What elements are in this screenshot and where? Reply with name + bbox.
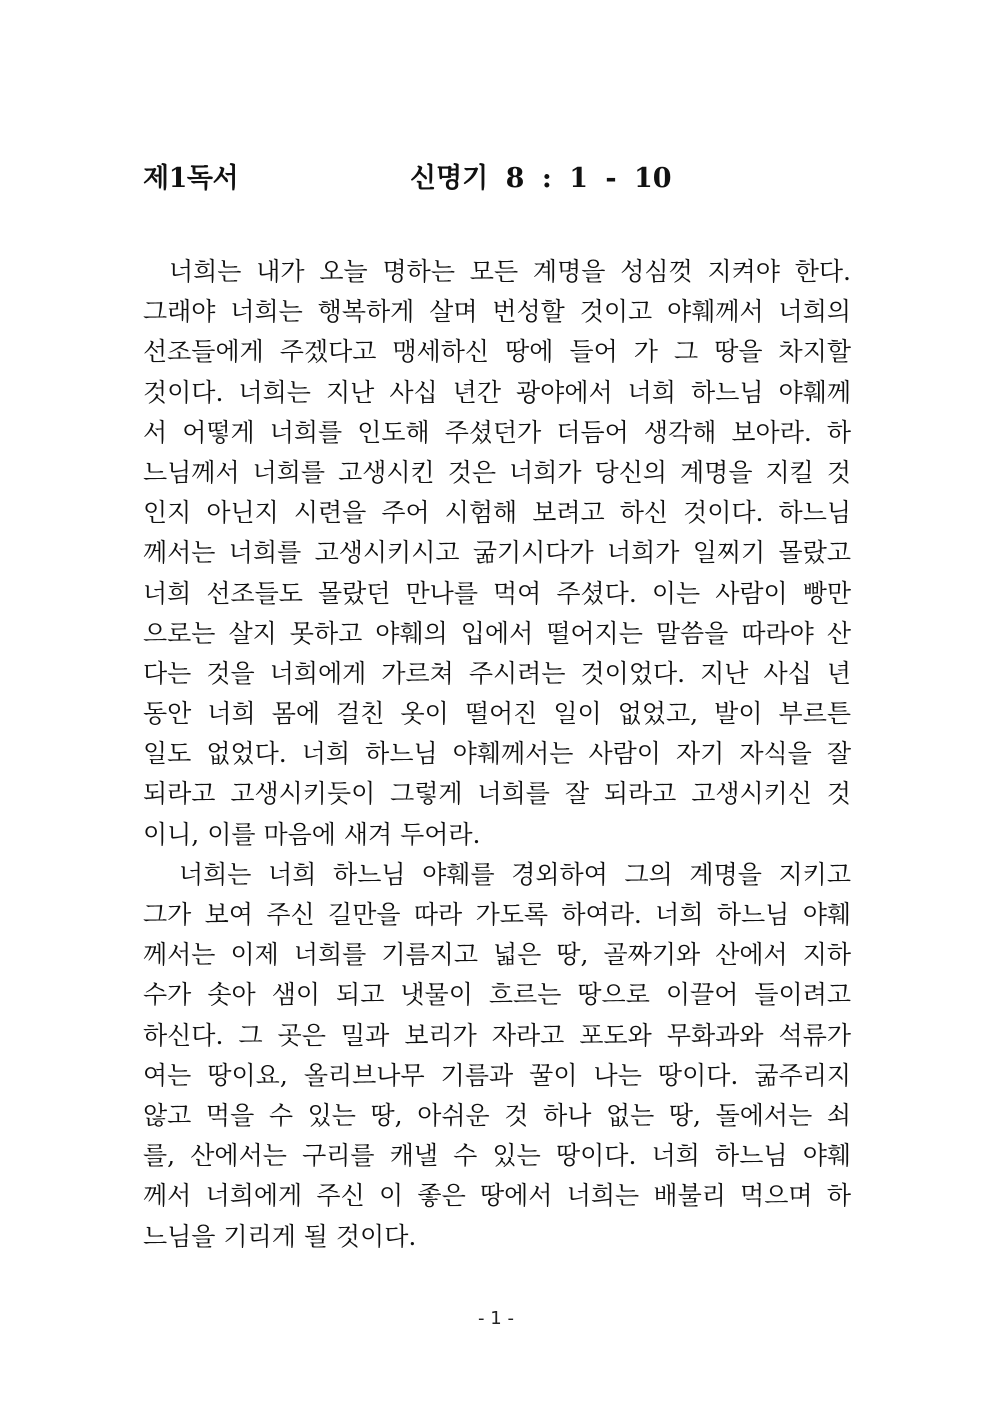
text-line: 다는 것을 너희에게 가르쳐 주시려는 것이었다. 지난 사십 년	[143, 658, 851, 688]
paragraph-2	[143, 855, 851, 1257]
text-line: 하신다. 그 곳은 밀과 보리가 자라고 포도와 무화과와 석류가	[143, 1020, 851, 1050]
text-line: 께서는 이제 너희를 기름지고 넓은 땅, 골짜기와 산에서 지하	[143, 940, 851, 970]
text-line: 서 어떻게 너희를 인도해 주셨던가 더듬어 생각해 보아라. 하	[143, 417, 851, 447]
text-line: 너희 선조들도 몰랐던 만나를 먹여 주셨다. 이는 사람이 빵만	[143, 578, 851, 608]
paragraph-1	[143, 252, 851, 855]
text-line: 너희는 너희 하느님 야훼를 경외하여 그의 계명을 지키고	[179, 859, 851, 889]
text-line: 일도 없었다. 너희 하느님 야훼께서는 사람이 자기 자식을 잘	[143, 739, 851, 769]
text-line: 느님을 기리게 될 것이다.	[143, 1221, 417, 1251]
text-line: 되라고 고생시키듯이 그렇게 너희를 잘 되라고 고생시키신 것	[143, 779, 851, 809]
text-line: 그래야 너희는 행복하게 살며 번성할 것이고 야훼께서 너희의	[143, 297, 851, 327]
text-line: 너희는 내가 오늘 명하는 모든 계명을 성심껏 지켜야 한다.	[169, 257, 851, 286]
text-line: 것이다. 너희는 지난 사십 년간 광야에서 너희 하느님 야훼께	[143, 377, 851, 407]
text-line: 선조들에게 주겠다고 맹세하신 땅에 들어 가 그 땅을 차지할	[143, 337, 851, 367]
text-line: 께서 너희에게 주신 이 좋은 땅에서 너희는 배불리 먹으며 하	[143, 1181, 851, 1211]
text-line: 를, 산에서는 구리를 캐낼 수 있는 땅이다. 너희 하느님 야훼	[143, 1141, 851, 1171]
text-line: 여는 땅이요, 올리브나무 기름과 꿀이 나는 땅이다. 굶주리지	[143, 1060, 851, 1090]
reading-body	[143, 252, 851, 1257]
reading-heading	[143, 156, 853, 202]
page-number: - 1 -	[478, 1308, 514, 1329]
text-line: 그가 보여 주신 길만을 따라 가도록 하여라. 너희 하느님 야훼	[143, 900, 851, 929]
text-line: 수가 솟아 샘이 되고 냇물이 흐르는 땅으로 이끌어 들이려고	[143, 980, 851, 1010]
scripture-reference: 신명기 8 : 1 - 10	[410, 163, 672, 194]
text-line: 않고 먹을 수 있는 땅, 아쉬운 것 하나 없는 땅, 돌에서는 쇠	[143, 1100, 851, 1130]
text-line: 인지 아닌지 시련을 주어 시험해 보려고 하신 것이다. 하느님	[143, 498, 851, 528]
text-line: 께서는 너희를 고생시키시고 굶기시다가 너희가 일찌기 몰랐고	[143, 538, 851, 568]
reading-label: 제1독서	[143, 163, 239, 194]
text-line: 느님께서 너희를 고생시킨 것은 너희가 당신의 계명을 지킬 것	[143, 457, 851, 487]
text-line: 으로는 살지 못하고 야훼의 입에서 떨어지는 말씀을 따라야 산	[143, 618, 851, 648]
text-line: 이니, 이를 마음에 새겨 두어라.	[143, 819, 481, 849]
text-line: 동안 너희 몸에 걸친 옷이 떨어진 일이 없었고, 발이 부르튼	[143, 699, 851, 729]
